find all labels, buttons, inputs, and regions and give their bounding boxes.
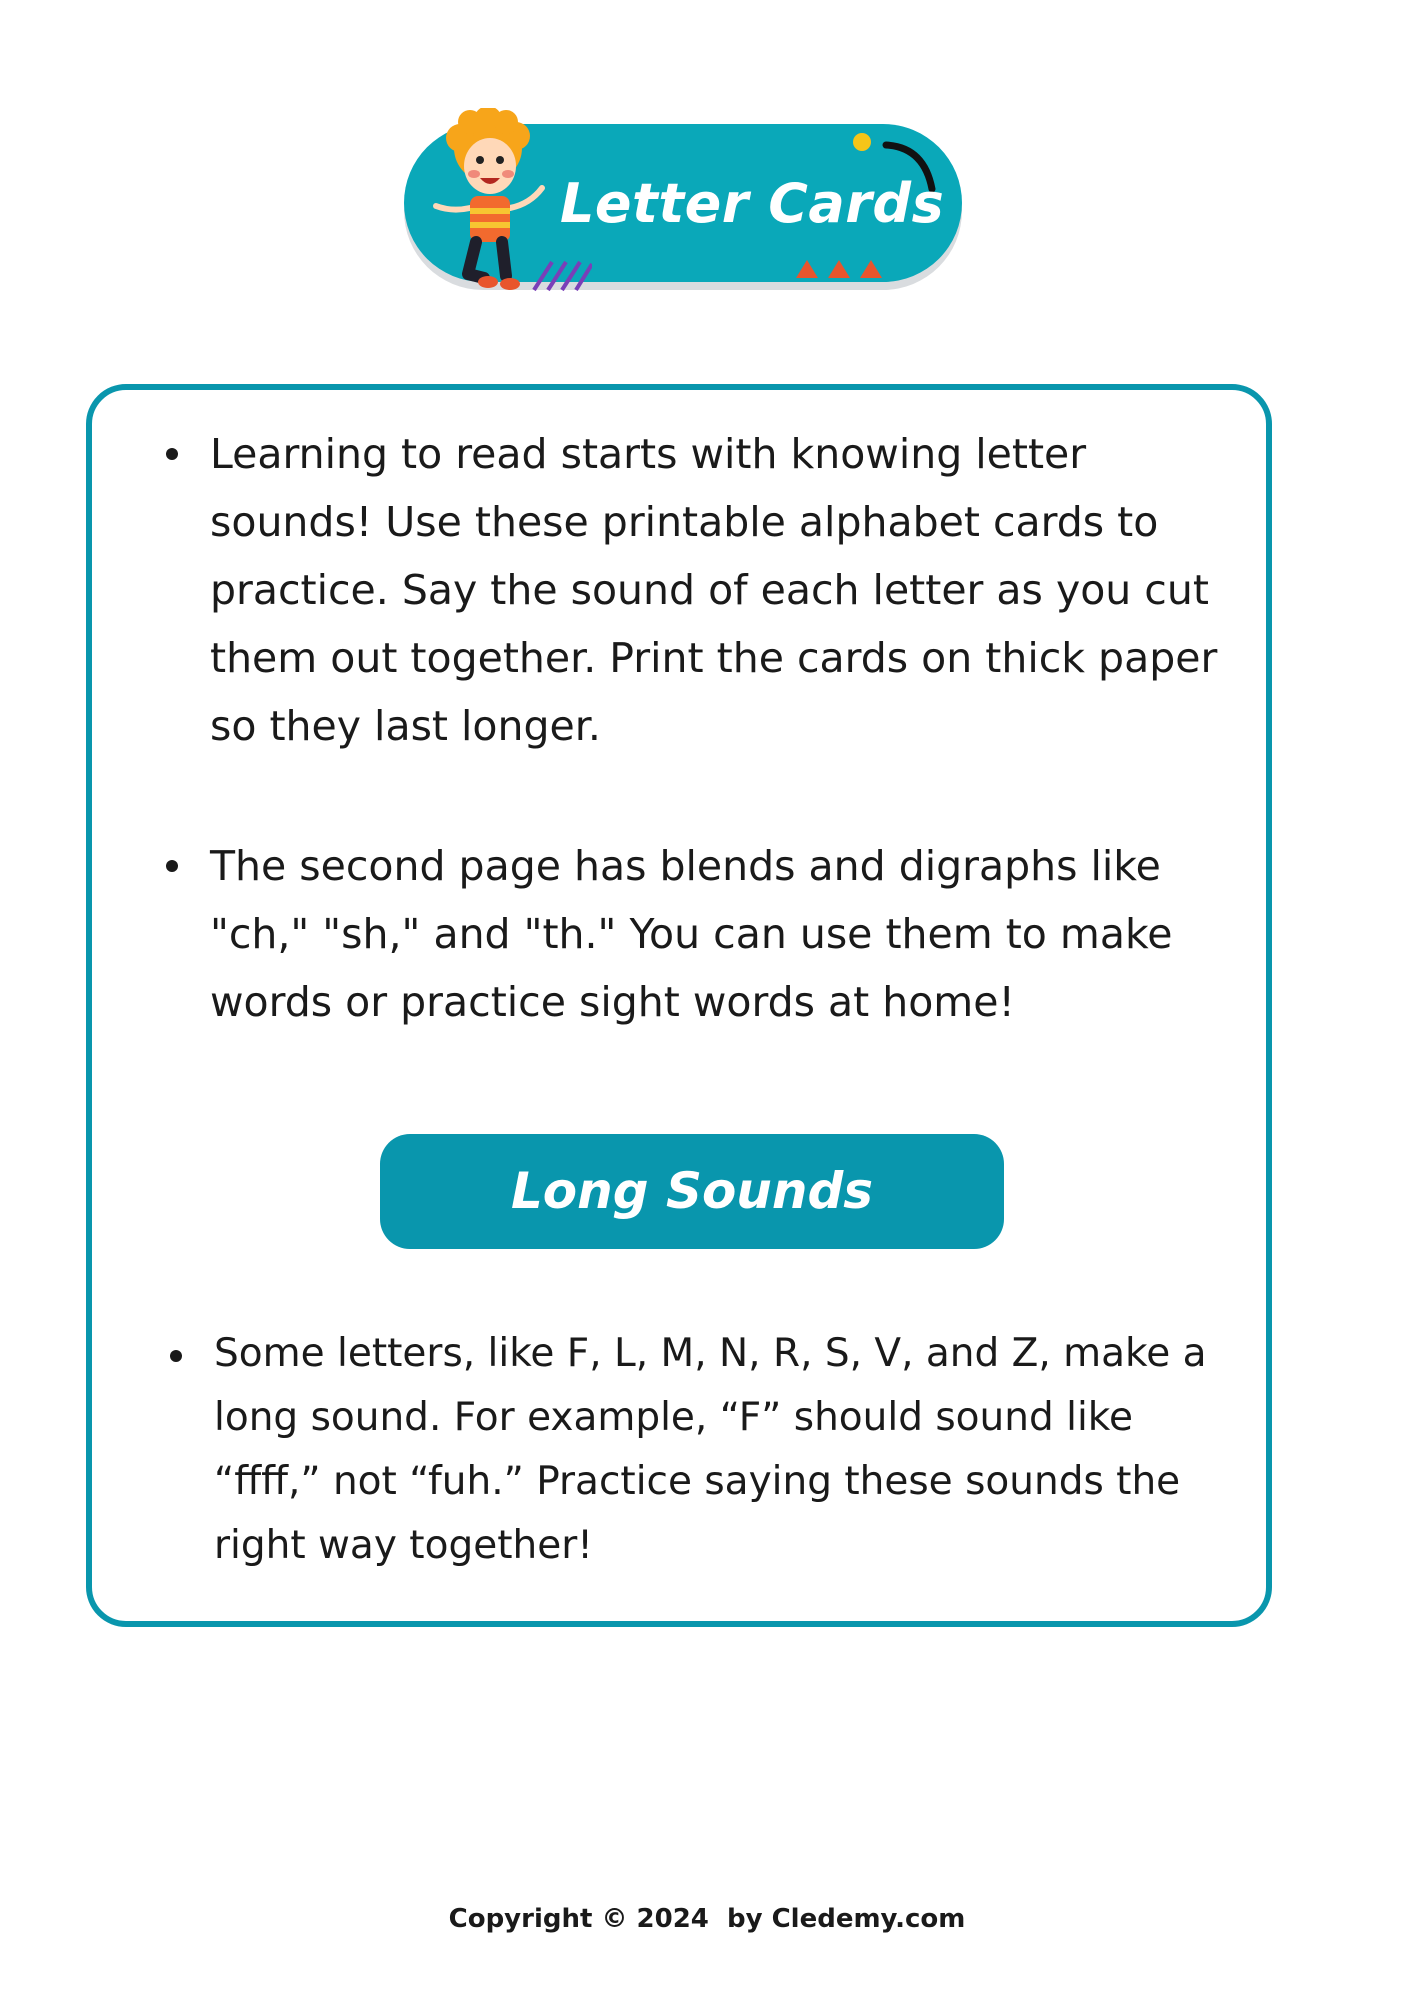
cheerful-kid-icon [430, 108, 560, 298]
decorative-triangles-icon [796, 256, 886, 280]
bullet-icon [166, 448, 178, 460]
list-item-text: Some letters, like F, L, M, N, R, S, V, and Z, make a long sound. For example, “F” should sound like “ffff,” not “fuh.” Practice saying these sounds the right way together! [214, 1331, 1207, 1568]
long-sounds-list [214, 1322, 1244, 1578]
list-item [210, 420, 1240, 760]
intro-list [210, 420, 1240, 760]
list-item [210, 832, 1240, 1036]
intro-list-second [210, 832, 1240, 1036]
list-item-text: Learning to read starts with knowing letter sounds! Use these printable alphabet cards to practice. Say the sound of each letter as you cut them out together. Print the cards on thick paper so they last longer. [210, 430, 1218, 750]
bullet-icon [166, 860, 178, 872]
list-item [214, 1322, 1244, 1578]
page-title: Letter Cards [560, 172, 945, 235]
section-title: Long Sounds [380, 1134, 1004, 1249]
list-item-text: The second page has blends and digraphs like "ch," "sh," and "th." You can use them to make words or practice sight words at home! [210, 842, 1173, 1026]
decorative-dot [853, 133, 871, 151]
copyright-footer: Copyright © 2024 by Cledemy.com [448, 1904, 966, 1934]
bullet-icon [170, 1350, 182, 1362]
